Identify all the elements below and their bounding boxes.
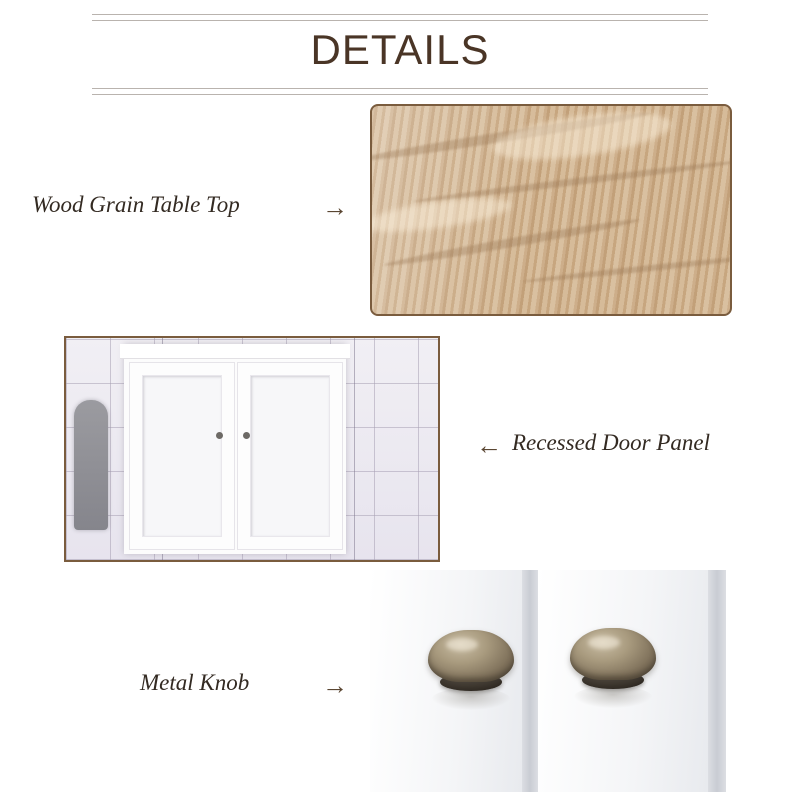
cabinet-door-right bbox=[237, 362, 343, 550]
arrow-right-icon-wood-grain: → bbox=[322, 192, 348, 222]
knob-highlight bbox=[588, 636, 620, 649]
recessed-inset-left bbox=[142, 375, 222, 537]
metal-knob-photo bbox=[370, 570, 726, 792]
feature-label-metal-knob: Metal Knob bbox=[140, 670, 250, 695]
cabinet-knob-right bbox=[243, 432, 250, 439]
knob-highlight bbox=[446, 638, 478, 651]
metal-knob-left bbox=[428, 630, 514, 708]
wood-grain-table-top-photo bbox=[370, 104, 732, 316]
knob-shadow bbox=[432, 688, 510, 710]
arrow-left-icon-recessed-door: ← bbox=[476, 430, 502, 460]
header-rule-bottom-1 bbox=[92, 88, 708, 89]
knob-cap bbox=[428, 630, 514, 682]
door-gap-center bbox=[522, 570, 538, 792]
chair-back bbox=[74, 400, 108, 530]
header-rule-top-2 bbox=[92, 20, 708, 21]
recessed-door-panel-photo bbox=[64, 336, 440, 562]
wood-grain-streak bbox=[413, 158, 732, 205]
wall-edge-line bbox=[354, 338, 355, 560]
cabinet-door-left bbox=[129, 362, 235, 550]
page-header bbox=[92, 10, 708, 90]
cabinet bbox=[124, 344, 346, 554]
header-rule-top-1 bbox=[92, 14, 708, 15]
cabinet-top bbox=[120, 344, 350, 359]
knob-cap bbox=[570, 628, 656, 680]
knob-shadow bbox=[574, 686, 652, 708]
cabinet-knob-left bbox=[216, 432, 223, 439]
arrow-right-icon-metal-knob: → bbox=[322, 670, 348, 700]
recessed-inset-right bbox=[250, 375, 330, 537]
page-title: DETAILS bbox=[310, 26, 490, 73]
metal-knob-right bbox=[570, 628, 656, 706]
feature-label-recessed-door-panel: Recessed Door Panel bbox=[512, 430, 710, 455]
header-rule-bottom-2 bbox=[92, 94, 708, 95]
wood-grain-streak bbox=[522, 253, 732, 284]
feature-label-wood-grain-table-top: Wood Grain Table Top bbox=[32, 192, 240, 217]
door-gap-right bbox=[708, 570, 726, 792]
wood-grain-highlight bbox=[490, 104, 674, 168]
